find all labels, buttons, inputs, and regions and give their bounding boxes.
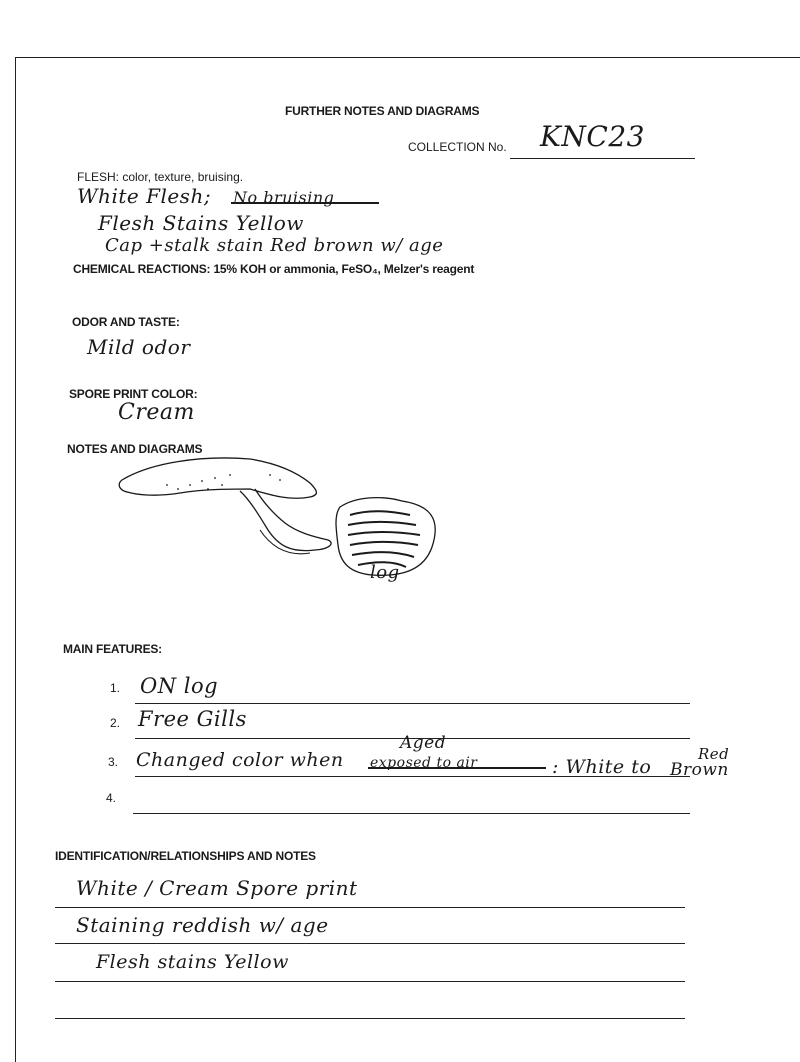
- flesh-line-2: Flesh Stains Yellow: [98, 211, 304, 235]
- strikethrough-mark: [231, 202, 379, 204]
- page-border-top: [15, 57, 800, 58]
- identification-label: IDENTIFICATION/RELATIONSHIPS AND NOTES: [55, 849, 316, 863]
- identification-line: Staining reddish w/ age: [76, 913, 329, 937]
- identification-line: Flesh stains Yellow: [96, 951, 289, 973]
- notes-line: [55, 943, 685, 944]
- chemical-label: CHEMICAL REACTIONS: 15% KOH or ammonia, FeSO₄, Melzer's reagent: [73, 262, 475, 276]
- strikethrough-mark: [368, 767, 546, 769]
- flesh-line-3: Cap +stalk stain Red brown w/ age: [105, 235, 444, 256]
- flesh-label: FLESH: color, texture, bruising.: [77, 170, 244, 184]
- spore-label: SPORE PRINT COLOR:: [69, 387, 198, 401]
- feature-text: Changed color when: [136, 749, 344, 771]
- notes-line: [55, 907, 685, 908]
- feature-insert-text: Aged: [400, 733, 447, 753]
- feature-number: 3.: [108, 755, 119, 769]
- page-title: FURTHER NOTES AND DIAGRAMS: [285, 104, 480, 118]
- feature-tail-bottom: Brown: [670, 760, 729, 780]
- spore-value: Cream: [118, 400, 195, 425]
- page-border-left: [15, 57, 16, 1062]
- feature-number: 2.: [110, 716, 121, 730]
- feature-line: [135, 703, 690, 704]
- mushroom-cap: [119, 458, 316, 498]
- notes-label: NOTES AND DIAGRAMS: [67, 442, 203, 456]
- cap-spots: [166, 474, 281, 490]
- flesh-line-1: White Flesh;: [77, 184, 212, 208]
- main-features-label: MAIN FEATURES:: [63, 642, 162, 656]
- identification-line: White / Cream Spore print: [76, 876, 358, 900]
- feature-line: [133, 813, 690, 814]
- collection-label: COLLECTION No.: [408, 140, 507, 154]
- feature-struck-text: exposed to air: [370, 755, 478, 771]
- flesh-struck-text: No bruising: [233, 188, 335, 207]
- odor-label: ODOR AND TASTE:: [72, 315, 180, 329]
- diagram-log-label: log: [370, 562, 400, 583]
- feature-number: 1.: [110, 681, 121, 695]
- notes-line: [55, 981, 685, 982]
- collection-value: KNC23: [540, 120, 645, 153]
- feature-tail-text: : White to: [552, 756, 652, 778]
- feature-text: ON log: [140, 674, 219, 698]
- feature-text: Free Gills: [138, 707, 247, 731]
- notes-line: [55, 1018, 685, 1019]
- odor-value: Mild odor: [87, 335, 191, 359]
- collection-underline: [510, 158, 695, 159]
- feature-tail-top: Red: [698, 745, 730, 763]
- log-stripes: [348, 511, 420, 567]
- feature-number: 4.: [106, 791, 117, 805]
- mushroom-stalk: [240, 489, 331, 551]
